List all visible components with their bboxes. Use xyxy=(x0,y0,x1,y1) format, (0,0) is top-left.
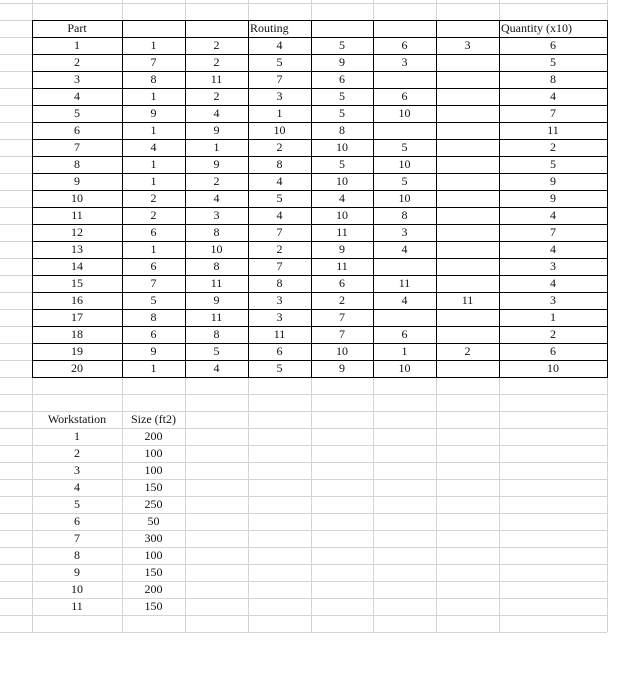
quantity-cell[interactable]: 9 xyxy=(550,174,556,188)
routing-step-cell[interactable]: 6 xyxy=(150,225,157,239)
routing-step-cell[interactable] xyxy=(436,258,499,275)
part-cell[interactable]: 2 xyxy=(74,55,80,69)
gridline-horizontal xyxy=(0,615,607,616)
routing-step-cell[interactable]: 9 xyxy=(339,361,345,375)
workstation-cell[interactable]: 7 xyxy=(74,531,80,545)
routing-step-cell[interactable] xyxy=(436,156,499,173)
routing-step-cell[interactable]: 10 xyxy=(336,208,348,222)
routing-step-cell[interactable]: 3 xyxy=(464,38,471,52)
routing-step-cell[interactable] xyxy=(436,326,499,343)
table-border xyxy=(248,20,249,378)
part-cell[interactable]: 1 xyxy=(74,38,80,52)
workstation-cell[interactable]: 2 xyxy=(74,446,80,460)
table-border xyxy=(32,105,607,106)
routing-step-cell[interactable] xyxy=(436,139,499,156)
routing-step-cell[interactable]: 7 xyxy=(276,72,283,86)
routing-step-cell[interactable]: 10 xyxy=(273,123,286,137)
routing-step-cell[interactable]: 1 xyxy=(150,242,157,256)
workstation-cell[interactable]: 9 xyxy=(74,565,80,579)
part-cell[interactable]: 10 xyxy=(71,191,83,205)
routing-step-cell[interactable]: 6 xyxy=(401,327,408,341)
routing-step-cell[interactable] xyxy=(436,71,499,88)
workstation-cell[interactable]: 5 xyxy=(74,497,80,511)
table-border xyxy=(499,20,500,378)
quantity-cell[interactable]: 2 xyxy=(550,327,556,341)
size-cell[interactable]: 100 xyxy=(144,446,163,460)
table-border xyxy=(32,224,607,225)
routing-step-cell[interactable]: 10 xyxy=(398,157,411,171)
routing-step-cell[interactable]: 5 xyxy=(213,344,220,358)
table-border xyxy=(32,173,607,174)
routing-step-cell[interactable] xyxy=(436,122,499,139)
routing-step-cell[interactable] xyxy=(436,241,499,258)
routing-step-cell[interactable]: 1 xyxy=(150,89,157,103)
workstation-cell[interactable]: 11 xyxy=(71,599,83,613)
routing-step-cell[interactable] xyxy=(436,173,499,190)
routing-step-cell[interactable]: 2 xyxy=(213,174,220,188)
part-cell[interactable]: 7 xyxy=(74,140,80,154)
routing-step-cell[interactable]: 9 xyxy=(150,106,157,120)
routing-step-cell[interactable]: 11 xyxy=(210,276,223,290)
routing-step-cell[interactable]: 6 xyxy=(339,72,345,86)
quantity-cell[interactable]: 6 xyxy=(550,38,556,52)
routing-step-cell[interactable]: 1 xyxy=(150,174,157,188)
routing-step-cell[interactable]: 11 xyxy=(273,327,286,341)
routing-step-cell[interactable]: 2 xyxy=(213,38,220,52)
table-border xyxy=(32,241,607,242)
table-border xyxy=(32,207,607,208)
routing-step-cell[interactable]: 10 xyxy=(336,344,348,358)
workstation-cell[interactable]: 1 xyxy=(74,429,80,443)
routing-step-cell[interactable]: 6 xyxy=(150,327,157,341)
table-border xyxy=(32,88,607,89)
size-cell[interactable]: 250 xyxy=(144,497,163,511)
routing-step-cell[interactable]: 1 xyxy=(150,38,157,52)
routing-step-cell[interactable]: 5 xyxy=(339,89,345,103)
routing-step-cell[interactable]: 10 xyxy=(398,361,411,375)
table-border xyxy=(32,326,607,327)
table-border xyxy=(32,360,607,361)
routing-step-cell[interactable] xyxy=(436,309,499,326)
size-cell[interactable]: 50 xyxy=(147,514,160,528)
routing-step-cell[interactable] xyxy=(436,224,499,241)
routing-step-cell[interactable] xyxy=(436,207,499,224)
routing-step-cell[interactable]: 5 xyxy=(276,361,283,375)
routing-step-cell[interactable]: 2 xyxy=(213,55,220,69)
routing-step-cell[interactable]: 2 xyxy=(276,242,283,256)
routing-step-cell[interactable]: 10 xyxy=(398,106,411,120)
routing-step-cell[interactable]: 4 xyxy=(276,174,283,188)
routing-step-cell[interactable]: 3 xyxy=(276,89,283,103)
part-cell[interactable]: 5 xyxy=(74,106,80,120)
routing-step-cell[interactable]: 7 xyxy=(150,55,157,69)
routing-step-cell[interactable]: 8 xyxy=(150,310,157,324)
part-cell[interactable]: 3 xyxy=(74,72,80,86)
routing-step-cell[interactable]: 7 xyxy=(150,276,157,290)
part-cell[interactable]: 12 xyxy=(71,225,83,239)
routing-step-cell[interactable]: 7 xyxy=(276,259,283,273)
routing-step-cell[interactable]: 8 xyxy=(401,208,408,222)
routing-step-cell[interactable] xyxy=(373,122,436,139)
routing-step-cell[interactable]: 9 xyxy=(213,293,220,307)
routing-step-cell[interactable]: 6 xyxy=(401,38,408,52)
table-border xyxy=(32,37,607,38)
routing-step-cell[interactable]: 4 xyxy=(401,293,408,307)
size-cell[interactable]: 200 xyxy=(144,582,163,596)
routing-step-cell[interactable]: 2 xyxy=(213,89,220,103)
routing-step-cell[interactable] xyxy=(436,88,499,105)
routing-step-cell[interactable]: 10 xyxy=(398,191,411,205)
table-border xyxy=(32,309,607,310)
routing-step-cell[interactable]: 2 xyxy=(276,140,283,154)
table-border xyxy=(32,156,607,157)
quantity-cell[interactable]: 7 xyxy=(550,106,556,120)
table-border xyxy=(32,139,607,140)
routing-step-cell[interactable]: 2 xyxy=(150,191,157,205)
routing-step-cell[interactable]: 4 xyxy=(213,191,220,205)
routing-step-cell[interactable]: 1 xyxy=(150,123,157,137)
routing-step-cell[interactable]: 1 xyxy=(150,361,157,375)
table-border xyxy=(607,20,608,378)
part-cell[interactable]: 19 xyxy=(71,344,83,358)
routing-step-cell[interactable]: 9 xyxy=(339,242,345,256)
routing-step-cell[interactable]: 2 xyxy=(150,208,157,222)
routing-step-cell[interactable]: 10 xyxy=(336,174,348,188)
gridline-horizontal xyxy=(0,3,607,4)
table-border xyxy=(311,20,312,378)
routing-step-cell[interactable]: 4 xyxy=(339,191,345,205)
routing-step-cell[interactable]: 5 xyxy=(150,293,157,307)
table-border xyxy=(32,275,607,276)
table-border xyxy=(32,20,607,21)
table-border xyxy=(32,377,607,378)
part-cell[interactable]: 20 xyxy=(71,361,83,375)
part-cell[interactable]: 17 xyxy=(71,310,83,324)
size-header[interactable]: Size (ft2) xyxy=(131,412,176,426)
part-cell[interactable]: 15 xyxy=(71,276,83,290)
routing-step-cell[interactable]: 3 xyxy=(401,55,408,69)
quantity-cell[interactable]: 4 xyxy=(550,242,556,256)
routing-step-cell[interactable]: 9 xyxy=(213,157,220,171)
table-border xyxy=(436,20,437,378)
routing-step-cell[interactable]: 11 xyxy=(210,72,223,86)
workstation-header[interactable]: Workstation xyxy=(47,412,107,426)
size-cell[interactable]: 150 xyxy=(144,565,163,579)
routing-step-cell[interactable]: 8 xyxy=(213,327,220,341)
routing-step-cell[interactable]: 6 xyxy=(276,344,283,358)
routing-step-cell[interactable]: 4 xyxy=(150,140,157,154)
routing-step-cell[interactable]: 5 xyxy=(339,157,345,171)
routing-header[interactable]: Routing xyxy=(250,21,289,35)
part-cell[interactable]: 14 xyxy=(71,259,83,273)
quantity-cell[interactable]: 2 xyxy=(550,140,556,154)
routing-step-cell[interactable]: 1 xyxy=(401,344,408,358)
size-cell[interactable]: 100 xyxy=(144,548,163,562)
routing-step-cell[interactable] xyxy=(373,258,436,275)
quantity-cell[interactable]: 4 xyxy=(550,276,556,290)
routing-step-cell[interactable]: 4 xyxy=(213,361,220,375)
part-cell[interactable]: 18 xyxy=(71,327,83,341)
quantity-cell[interactable]: 4 xyxy=(550,208,556,222)
routing-step-cell[interactable]: 4 xyxy=(276,38,283,52)
part-cell[interactable]: 6 xyxy=(74,123,80,137)
quantity-cell[interactable]: 10 xyxy=(547,361,559,375)
routing-step-cell[interactable]: 10 xyxy=(210,242,223,256)
table-border xyxy=(32,343,607,344)
quantity-cell[interactable]: 3 xyxy=(550,293,556,307)
table-border xyxy=(32,20,33,378)
workstation-cell[interactable]: 4 xyxy=(74,480,80,494)
routing-step-cell[interactable]: 2 xyxy=(339,293,345,307)
routing-step-cell[interactable]: 7 xyxy=(339,310,345,324)
gridline-horizontal xyxy=(0,632,607,633)
routing-step-cell[interactable]: 9 xyxy=(150,344,157,358)
part-header[interactable]: Part xyxy=(67,21,87,35)
quantity-cell[interactable]: 3 xyxy=(550,259,556,273)
table-border xyxy=(32,71,607,72)
table-border xyxy=(373,20,374,378)
part-cell[interactable]: 9 xyxy=(74,174,80,188)
routing-step-cell[interactable]: 8 xyxy=(150,72,157,86)
part-cell[interactable]: 13 xyxy=(71,242,83,256)
routing-step-cell[interactable] xyxy=(373,71,436,88)
routing-step-cell[interactable] xyxy=(436,54,499,71)
routing-step-cell[interactable]: 7 xyxy=(339,327,345,341)
table-border xyxy=(32,190,607,191)
routing-step-cell[interactable]: 6 xyxy=(339,276,345,290)
table-border xyxy=(32,258,607,259)
routing-step-cell[interactable]: 1 xyxy=(276,106,283,120)
routing-step-cell[interactable]: 4 xyxy=(276,208,283,222)
routing-step-cell[interactable]: 6 xyxy=(401,89,408,103)
quantity-cell[interactable]: 6 xyxy=(550,344,556,358)
routing-step-cell[interactable]: 4 xyxy=(213,106,220,120)
routing-step-cell[interactable]: 1 xyxy=(213,140,220,154)
quantity-cell[interactable]: 4 xyxy=(550,89,556,103)
part-cell[interactable]: 4 xyxy=(74,89,80,103)
routing-step-cell[interactable]: 4 xyxy=(401,242,408,256)
routing-step-cell[interactable]: 1 xyxy=(150,157,157,171)
quantity-header[interactable]: Quantity (x10) xyxy=(501,21,572,35)
routing-step-cell[interactable]: 8 xyxy=(339,123,345,137)
part-cell[interactable]: 8 xyxy=(74,157,80,171)
routing-step-cell[interactable]: 9 xyxy=(213,123,220,137)
routing-step-cell[interactable]: 11 xyxy=(336,259,348,273)
routing-step-cell[interactable]: 5 xyxy=(339,106,345,120)
size-cell[interactable]: 100 xyxy=(144,463,163,477)
routing-step-cell[interactable]: 8 xyxy=(213,259,220,273)
size-cell[interactable]: 150 xyxy=(144,599,163,613)
table-border xyxy=(32,292,607,293)
workstation-cell[interactable]: 8 xyxy=(74,548,80,562)
routing-step-cell[interactable] xyxy=(436,275,499,292)
gridline-horizontal xyxy=(0,394,607,395)
routing-step-cell[interactable]: 9 xyxy=(339,55,345,69)
part-cell[interactable]: 16 xyxy=(71,293,83,307)
workstation-cell[interactable]: 3 xyxy=(74,463,80,477)
routing-step-cell[interactable]: 5 xyxy=(339,38,345,52)
table-border xyxy=(32,54,607,55)
routing-step-cell[interactable]: 3 xyxy=(213,208,220,222)
size-cell[interactable]: 150 xyxy=(144,480,163,494)
routing-step-cell[interactable]: 8 xyxy=(276,276,283,290)
routing-step-cell[interactable]: 2 xyxy=(464,344,471,358)
routing-step-cell[interactable]: 5 xyxy=(401,174,408,188)
size-cell[interactable]: 200 xyxy=(144,429,163,443)
table-border xyxy=(122,20,123,378)
routing-step-cell[interactable] xyxy=(436,105,499,122)
quantity-cell[interactable]: 9 xyxy=(550,191,556,205)
workstation-cell[interactable]: 10 xyxy=(71,582,83,596)
routing-step-cell[interactable]: 5 xyxy=(401,140,408,154)
table-border xyxy=(32,122,607,123)
routing-step-cell[interactable]: 8 xyxy=(213,225,220,239)
routing-step-cell[interactable]: 5 xyxy=(276,191,283,205)
routing-step-cell[interactable]: 11 xyxy=(336,225,348,239)
size-cell[interactable]: 300 xyxy=(144,531,163,545)
routing-step-cell[interactable]: 3 xyxy=(401,225,408,239)
routing-step-cell[interactable]: 11 xyxy=(398,276,411,290)
quantity-cell[interactable]: 1 xyxy=(550,310,556,324)
routing-step-cell[interactable]: 6 xyxy=(150,259,157,273)
routing-step-cell[interactable] xyxy=(436,360,499,377)
quantity-cell[interactable]: 8 xyxy=(550,72,556,86)
routing-step-cell[interactable]: 7 xyxy=(276,225,283,239)
quantity-cell[interactable]: 5 xyxy=(550,55,556,69)
quantity-cell[interactable]: 7 xyxy=(550,225,556,239)
routing-step-cell[interactable] xyxy=(373,309,436,326)
routing-step-cell[interactable]: 10 xyxy=(336,140,348,154)
routing-step-cell[interactable]: 11 xyxy=(210,310,223,324)
routing-step-cell[interactable]: 3 xyxy=(276,293,283,307)
routing-step-cell[interactable]: 8 xyxy=(276,157,283,171)
routing-step-cell[interactable]: 3 xyxy=(276,310,283,324)
workstation-cell[interactable]: 6 xyxy=(74,514,80,528)
table-border xyxy=(185,20,186,378)
part-cell[interactable]: 11 xyxy=(71,208,83,222)
quantity-cell[interactable]: 5 xyxy=(550,157,556,171)
quantity-cell[interactable]: 11 xyxy=(547,123,559,137)
routing-step-cell[interactable]: 5 xyxy=(276,55,283,69)
routing-step-cell[interactable]: 11 xyxy=(461,293,474,307)
routing-step-cell[interactable] xyxy=(436,190,499,207)
